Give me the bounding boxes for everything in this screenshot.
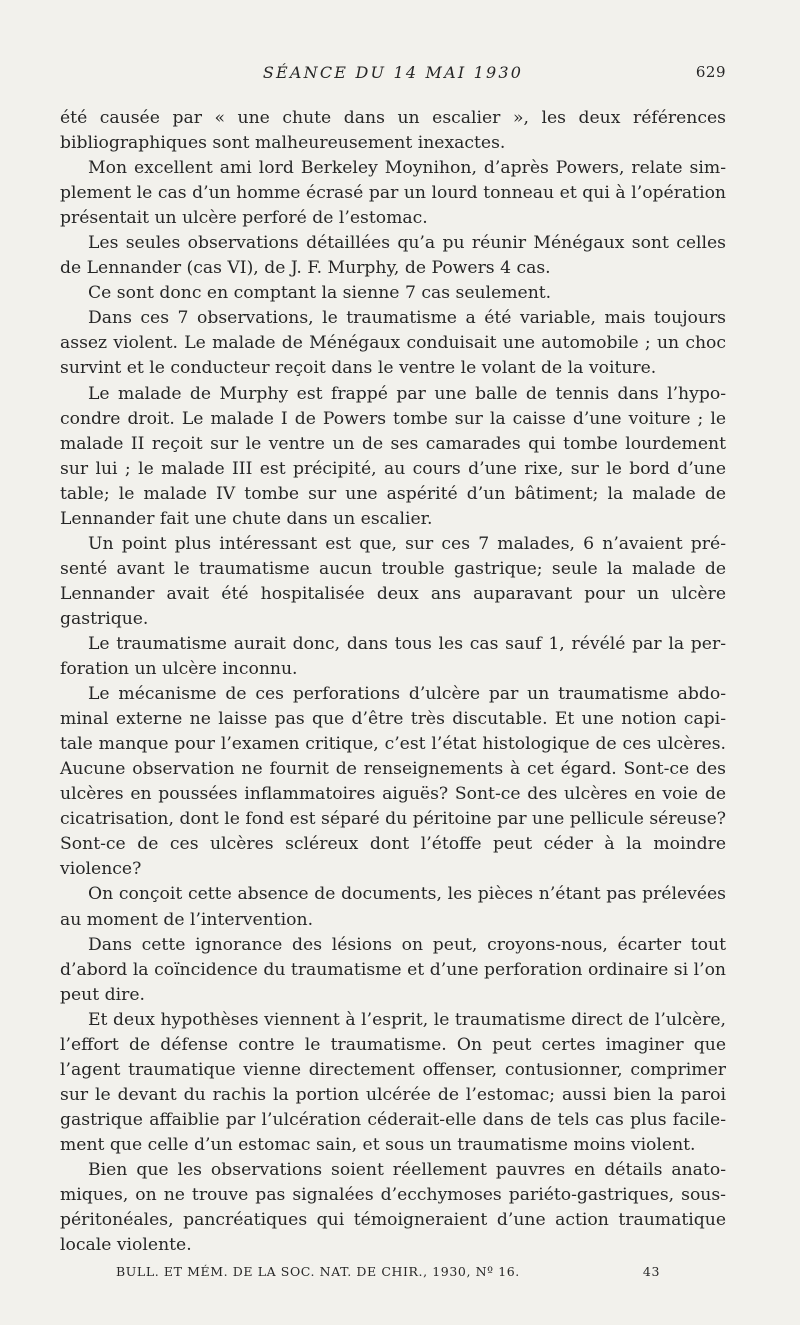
body-text	[60, 106, 726, 1258]
page-number: 629	[695, 63, 726, 81]
paragraph-12: Et deux hypothèses viennent à l’esprit, le traumatisme direct de l’ulcère, l’effort de défense contre le traumatisme. On peut certes imaginer que l’agent traumatique vienne directement offenser, contusionner, comprimer sur le devant du rachis la portion ulcérée de l’estomac; aussi bien la paroi gastrique affaiblie par l’ulcération céderait-elle dans de tels cas plus facilement que celle d’un estomac sain, et sous un traumatisme moins violent.	[60, 1009, 726, 1155]
paragraph-9: Le mécanisme de ces perforations d’ulcère par un traumatisme abdominal externe ne laisse pas que d’être très discutable. Et une notion capitale manque pour l’examen critique, c’est l’état histologique de ces ulcères. Aucune observation ne fournit de renseignements à cet égard. Sont-ce des ulcères en poussées inflammatoires aiguës? Sont-ce des ulcères en voie de cicatrisation, dont le fond est séparé du péritoine par une pellicule séreuse? Sont-ce de ces ulcères scléreux dont l’étoffe peut céder à la moindre violence?	[60, 684, 726, 880]
running-title: SÉANCE DU 14 MAI 1930	[262, 63, 524, 82]
paragraph-1: été causée par « une chute dans un escalier », les deux références bibliographiques sont malheureusement inexactes.	[60, 108, 726, 154]
signature-mark: 43	[642, 1264, 660, 1279]
paragraph-11: Dans cette ignorance des lésions on peut, croyons-nous, écarter tout d’abord la coïncidence du traumatisme et d’une perforation ordinaire si l’on peut dire.	[60, 934, 726, 1005]
paragraph-10: On conçoit cette absence de documents, les pièces n’étant pas prélevées au moment de l’intervention.	[60, 884, 726, 930]
page-footer	[116, 1264, 660, 1284]
journal-reference: BULL. ET MÉM. DE LA SOC. NAT. DE CHIR., 1930, Nº 16.	[116, 1264, 520, 1279]
paragraph-8: Le traumatisme aurait donc, dans tous les cas sauf 1, révélé par la perforation un ulcère inconnu.	[60, 633, 726, 680]
paragraph-5: Dans ces 7 observations, le traumatisme a été variable, mais toujours assez violent. Le malade de Ménégaux conduisait une automobile ; un choc survint et le conducteur reçoit dans le ventre le volant de la voiture.	[60, 308, 726, 379]
paragraph-2: Mon excellent ami lord Berkeley Moynihon, d’après Powers, relate simplement le cas d’un homme écrasé par un lourd tonneau et qui à l’opération présentait un ulcère perforé de l’estomac.	[60, 158, 726, 229]
paragraph-6: Le malade de Murphy est frappé par une balle de tennis dans l’hypocondre droit. Le malade I de Powers tombe sur la caisse d’une voiture ; le malade II reçoit sur le ventre un de ses camarades qui tombe lourdement sur lui ; le malade III est précipité, au cours d’une rixe, sur le bord d’une table; le malade IV tombe sur une aspérité d’un bâtiment; la malade de Lennander fait une chute dans un escalier.	[60, 383, 726, 529]
paragraph-13: Bien que les observations soient réellement pauvres en détails anatomiques, on ne trouve pas signalées d’ecchymoses pariéto-gastriques, sous-péritonéales, pancréatiques qui témoigneraient d’une action traumatique locale violente.	[60, 1159, 726, 1256]
running-header	[60, 60, 726, 86]
paragraph-3: Les seules observations détaillées qu’a pu réunir Ménégaux sont celles de Lennander (cas VI), de J. F. Murphy, de Powers 4 cas.	[60, 233, 726, 279]
paragraph-7: Un point plus intéressant est que, sur ces 7 malades, 6 n’avaient présenté avant le traumatisme aucun trouble gastrique; seule la malade de Lennander avait été hospitalisée deux ans auparavant pour un ulcère gastrique.	[60, 533, 726, 629]
paragraph-4: Ce sont donc en comptant la sienne 7 cas seulement.	[88, 283, 552, 304]
